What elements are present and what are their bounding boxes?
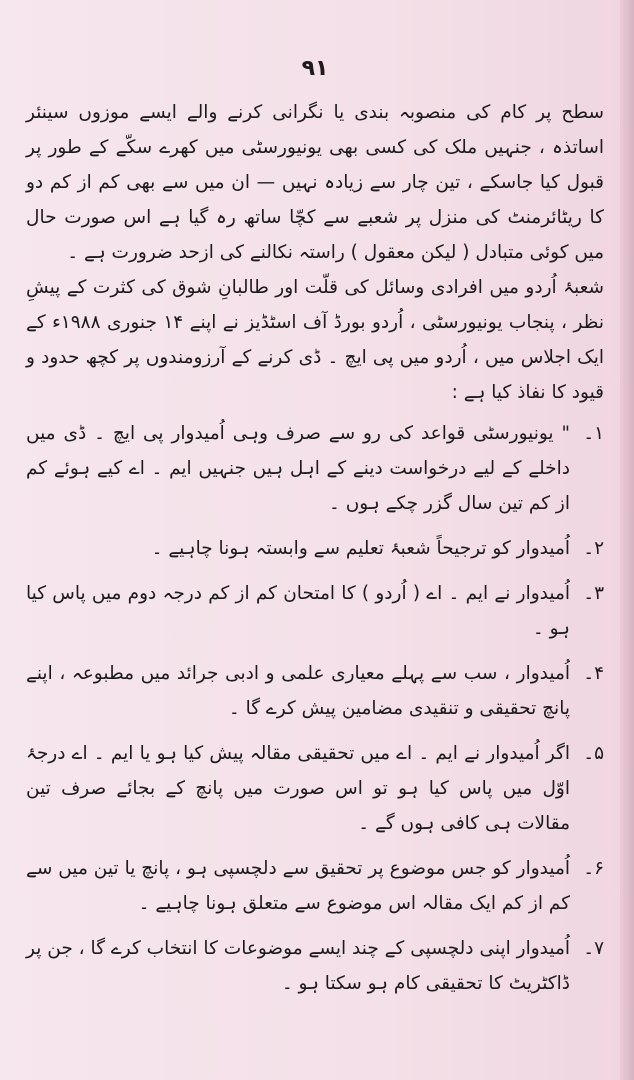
paragraph-1: سطح پر کام کی منصوبہ بندی یا نگرانی کرنے والے ایسے موزوں سینئر اساتذہ ، جنہیں ملک کی کسی بھی یونیورسٹی میں کھرے سکّے کے طور پر قبول کیا جاسکے ، تین چار سے زیادہ نہیں — ان میں سے بھی کم از کم دو کا ریٹائرمنٹ کی منزل پر شعبے سے کچّا ساتھ رہ گیا ہے اس صورت حال میں کوئی متبادل ( لیکن معقول ) راستہ نکالنے کی ازحد ضرورت ہے ۔ [26,102,604,263]
page-number: ٩١ [301,56,329,81]
list-item-text: اُمیدوار کو جس موضوع پر تحقیق سے دلچسپی ہو ، پانچ یا تین میں سے کم از کم ایک مقالہ اس موضوع سے متعلق ہونا چاہیے ۔ [26,858,570,914]
list-item-number: ۲۔ [583,538,604,559]
list-item [26,736,604,841]
list-item-number: ۷۔ [583,938,604,959]
page-text [26,95,604,1001]
list-item-text: اگر اُمیدوار نے ایم ۔ اے میں تحقیقی مقالہ پیش کیا ہو یا ایم ۔ اے درجۂ اوّل میں پاس کیا ہو تو اس صورت میں پانچ کے بجائے صرف تین مقالات ہی کافی ہوں گے ۔ [26,743,570,834]
list-item-text: " یونیورسٹی قواعد کی رو سے صرف وہی اُمیدوار پی ایچ ۔ ڈی میں داخلے کے لیے درخواست دینے کے اہل ہیں جنہیں ایم ۔ اے کیے ہوئے کم از کم تین سال گزر چکے ہوں ۔ [26,423,570,514]
list-item [26,416,604,521]
list-item-text: اُمیدوار ، سب سے پہلے معیاری علمی و ادبی جرائد میں مطبوعہ ، اپنے پانچ تحقیقی و تنقیدی مضامین پیش کرے گا ۔ [26,663,570,719]
page-spine-shadow [620,0,634,1080]
paragraph-2: شعبۂ اُردو میں افرادی وسائل کی قلّت اور طالبانِ شوق کی کثرت کے پیشِ نظر ، پنجاب یونیورسٹی ، اُردو بورڈ آف اسٹڈیز نے اپنے ۱۴ جنوری ۱۹۸۸ء کے ایک اجلاس میں ، اُردو میں پی ایچ ۔ ڈی کرنے کے آرزومندوں پر کچھ حدود و قیود کا نفاذ کیا ہے : [26,277,604,403]
list-item-text: اُمیدوار اپنی دلچسپی کے چند ایسے موضوعات کا انتخاب کرے گا ، جن پر ڈاکٹریٹ کا تحقیقی کام ہو سکتا ہو ۔ [26,938,570,994]
requirements-list [26,416,604,1001]
list-item-number: ۶۔ [583,858,604,879]
list-item [26,851,604,921]
list-item [26,656,604,726]
list-item [26,531,604,566]
list-item-text: اُمیدوار کو ترجیحاً شعبۂ تعلیم سے وابستہ ہونا چاہیے ۔ [151,538,570,559]
list-item-number: ۱۔ [583,423,604,444]
list-item-number: ۴۔ [583,663,604,684]
list-item [26,931,604,1001]
list-item-text: اُمیدوار نے ایم ۔ اے ( اُردو ) کا امتحان کم از کم درجہ دوم میں پاس کیا ہو ۔ [26,583,570,639]
list-item-number: ۳۔ [583,583,604,604]
list-item [26,576,604,646]
list-item-number: ۵۔ [583,743,604,764]
